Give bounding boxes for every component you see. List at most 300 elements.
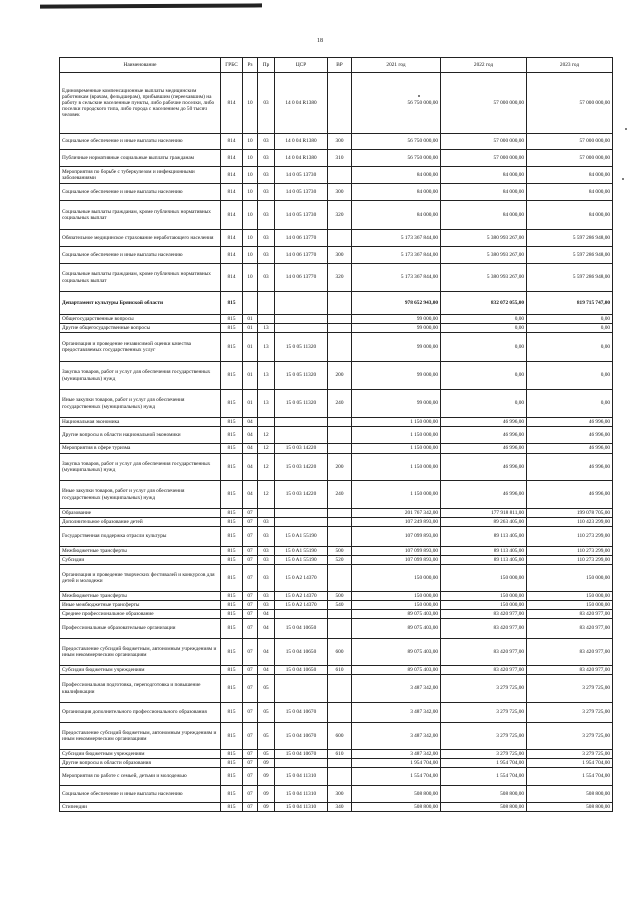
cell-name: Публичные нормативные социальные выплаты гражданам	[60, 150, 221, 167]
cell-pr: 03	[258, 134, 275, 150]
cell-vr: 300	[328, 184, 352, 201]
cell-2022: 46 996,00	[441, 427, 527, 444]
cell-2022: 89 113 405,00	[441, 527, 527, 547]
cell-2023: 0,00	[527, 362, 613, 390]
cell-vr	[328, 324, 352, 333]
cell-csr: 15 0 04 10670	[275, 723, 328, 750]
cell-2023: 150 000,00	[527, 565, 613, 592]
cell-2021: 84 000,00	[352, 167, 441, 184]
cell-2021: 3 487 342,00	[352, 675, 441, 703]
cell-rz: 07	[243, 639, 258, 666]
cell-pr: 03	[258, 527, 275, 547]
cell-2023: 0,00	[527, 390, 613, 418]
cell-vr: 300	[328, 786, 352, 803]
cell-2022: 46 996,00	[441, 418, 527, 427]
cell-rz: 01	[243, 315, 258, 324]
cell-2023: 57 000 000,00	[527, 73, 613, 134]
cell-2023: 3 279 725,00	[527, 723, 613, 750]
cell-rz: 07	[243, 610, 258, 619]
cell-rz: 07	[243, 703, 258, 723]
cell-name: Межбюджетные трансферты	[60, 592, 221, 601]
cell-rz: 07	[243, 592, 258, 601]
cell-name: Образование	[60, 509, 221, 518]
table-row	[60, 518, 613, 527]
cell-2023: 84 000,00	[527, 201, 613, 230]
cell-pr: 03	[258, 184, 275, 201]
cell-2021: 150 000,00	[352, 601, 441, 610]
table-row	[60, 444, 613, 454]
cell-2023: 84 000,00	[527, 184, 613, 201]
cell-pr: 03	[258, 201, 275, 230]
cell-name: Общегосударственные вопросы	[60, 315, 221, 324]
cell-2023: 3 279 725,00	[527, 675, 613, 703]
cell-name: Департамент культуры Брянской области	[60, 292, 221, 315]
cell-grbs: 814	[221, 264, 243, 292]
cell-2021: 978 652 943,00	[352, 292, 441, 315]
cell-rz: 04	[243, 418, 258, 427]
cell-csr: 15 0 A2 14370	[275, 592, 328, 601]
cell-rz: 07	[243, 601, 258, 610]
cell-grbs: 815	[221, 509, 243, 518]
budget-table	[59, 57, 613, 812]
budget-table-wrapper	[59, 57, 612, 812]
cell-vr: 200	[328, 454, 352, 481]
cell-2021: 99 000,00	[352, 390, 441, 418]
cell-pr: 03	[258, 601, 275, 610]
cell-2021: 99 000,00	[352, 315, 441, 324]
cell-rz: 10	[243, 230, 258, 247]
cell-csr: 15 0 04 10650	[275, 619, 328, 639]
cell-name: Национальная экономика	[60, 418, 221, 427]
cell-2021: 107 249 893,00	[352, 518, 441, 527]
cell-pr: 09	[258, 768, 275, 786]
cell-rz: 07	[243, 675, 258, 703]
cell-2022: 832 072 055,00	[441, 292, 527, 315]
cell-2021: 5 173 367 844,00	[352, 247, 441, 264]
cell-name: Социальные выплаты гражданам, кроме публичных нормативных социальных выплат	[60, 201, 221, 230]
cell-rz: 01	[243, 390, 258, 418]
cell-pr: 05	[258, 703, 275, 723]
cell-pr: 13	[258, 390, 275, 418]
cell-2021: 508 800,00	[352, 803, 441, 812]
cell-rz: 07	[243, 759, 258, 768]
table-row	[60, 167, 613, 184]
cell-2022: 84 000,00	[441, 201, 527, 230]
cell-2023: 83 420 977,00	[527, 610, 613, 619]
cell-grbs: 814	[221, 167, 243, 184]
cell-2023: 57 000 000,00	[527, 134, 613, 150]
cell-grbs: 815	[221, 803, 243, 812]
cell-name: Профессиональная подготовка, переподготовка и повышение квалификации	[60, 675, 221, 703]
cell-vr: 600	[328, 723, 352, 750]
cell-2023: 150 000,00	[527, 601, 613, 610]
cell-vr	[328, 527, 352, 547]
cell-vr: 200	[328, 362, 352, 390]
cell-csr: 15 0 A1 55190	[275, 527, 328, 547]
cell-csr: 15 0 04 10670	[275, 750, 328, 759]
cell-vr	[328, 703, 352, 723]
cell-2021: 3 487 342,00	[352, 723, 441, 750]
cell-grbs: 815	[221, 556, 243, 565]
cell-rz: 10	[243, 73, 258, 134]
scan-speck	[622, 178, 624, 180]
cell-grbs: 814	[221, 150, 243, 167]
cell-2023: 819 715 747,00	[527, 292, 613, 315]
cell-pr: 04	[258, 666, 275, 675]
cell-rz: 07	[243, 768, 258, 786]
cell-vr: 520	[328, 556, 352, 565]
cell-vr: 610	[328, 750, 352, 759]
cell-2023: 46 996,00	[527, 418, 613, 427]
cell-rz: 07	[243, 666, 258, 675]
cell-rz: 01	[243, 362, 258, 390]
cell-vr: 540	[328, 601, 352, 610]
table-row	[60, 547, 613, 556]
cell-2022: 177 918 811,00	[441, 509, 527, 518]
cell-2022: 57 000 000,00	[441, 134, 527, 150]
table-row	[60, 427, 613, 444]
table-row	[60, 324, 613, 333]
col-header-vr: ВР	[328, 58, 352, 73]
cell-name: Предоставление субсидий бюджетным, автономным учреждениям и иным некоммерческим организациям	[60, 639, 221, 666]
cell-name: Субсидии бюджетным учреждениям	[60, 750, 221, 759]
table-row	[60, 639, 613, 666]
cell-pr: 04	[258, 610, 275, 619]
cell-name: Среднее профессиональное образование	[60, 610, 221, 619]
col-header-name: Наименование	[60, 58, 221, 73]
cell-2023: 0,00	[527, 333, 613, 362]
cell-csr: 15 0 04 10650	[275, 666, 328, 675]
cell-csr	[275, 324, 328, 333]
cell-2023: 5 597 286 948,00	[527, 247, 613, 264]
cell-csr: 14 0 05 13730	[275, 167, 328, 184]
cell-rz: 04	[243, 481, 258, 509]
cell-csr: 14 0 05 13730	[275, 201, 328, 230]
cell-csr	[275, 759, 328, 768]
cell-pr: 04	[258, 639, 275, 666]
cell-vr	[328, 565, 352, 592]
cell-vr: 300	[328, 134, 352, 150]
cell-name: Единовременные компенсационные выплаты медицинским работникам (врачам, фельдшерам), прибывшим (переехавшим) на работу в сельские населенные пункты, либо рабочие поселки, либо поселки городского типа, либо города с населением до 50 тысяч человек	[60, 73, 221, 134]
cell-2022: 57 000 000,00	[441, 150, 527, 167]
cell-name: Мероприятия по работе с семьей, детьми и молодежью	[60, 768, 221, 786]
cell-2021: 99 000,00	[352, 333, 441, 362]
cell-grbs: 815	[221, 427, 243, 444]
cell-2021: 107 099 893,00	[352, 547, 441, 556]
cell-name: Социальное обеспечение и иные выплаты населению	[60, 247, 221, 264]
table-row	[60, 362, 613, 390]
cell-pr: 05	[258, 675, 275, 703]
cell-2023: 83 420 977,00	[527, 619, 613, 639]
cell-vr	[328, 333, 352, 362]
cell-2021: 107 099 893,00	[352, 556, 441, 565]
table-row	[60, 247, 613, 264]
table-row	[60, 264, 613, 292]
cell-2023: 508 800,00	[527, 803, 613, 812]
cell-2022: 84 000,00	[441, 184, 527, 201]
table-row	[60, 803, 613, 812]
cell-grbs: 815	[221, 675, 243, 703]
cell-2022: 0,00	[441, 333, 527, 362]
cell-2023: 1 554 704,00	[527, 768, 613, 786]
cell-pr: 13	[258, 362, 275, 390]
cell-name: Другие общегосударственные вопросы	[60, 324, 221, 333]
cell-2021: 508 800,00	[352, 786, 441, 803]
cell-grbs: 815	[221, 444, 243, 454]
cell-2022: 5 380 993 267,00	[441, 230, 527, 247]
cell-rz: 07	[243, 527, 258, 547]
cell-csr: 15 0 A2 14370	[275, 565, 328, 592]
table-row	[60, 481, 613, 509]
table-row	[60, 292, 613, 315]
cell-rz: 10	[243, 201, 258, 230]
cell-2023: 83 420 977,00	[527, 666, 613, 675]
cell-grbs: 815	[221, 362, 243, 390]
cell-vr	[328, 167, 352, 184]
cell-2023: 110 273 299,00	[527, 556, 613, 565]
cell-2023: 508 800,00	[527, 786, 613, 803]
cell-2022: 46 996,00	[441, 444, 527, 454]
cell-rz: 07	[243, 509, 258, 518]
cell-2022: 83 420 977,00	[441, 666, 527, 675]
col-header-2022: 2022 год	[441, 58, 527, 73]
cell-vr: 610	[328, 666, 352, 675]
cell-vr	[328, 73, 352, 134]
cell-csr	[275, 675, 328, 703]
cell-2021: 89 075 403,00	[352, 610, 441, 619]
cell-2021: 107 099 893,00	[352, 527, 441, 547]
cell-grbs: 815	[221, 518, 243, 527]
cell-vr: 240	[328, 390, 352, 418]
cell-2021: 1 150 000,00	[352, 444, 441, 454]
cell-grbs: 814	[221, 184, 243, 201]
table-row	[60, 703, 613, 723]
cell-grbs: 815	[221, 565, 243, 592]
table-row	[60, 390, 613, 418]
col-header-csr: ЦСР	[275, 58, 328, 73]
cell-pr	[258, 418, 275, 427]
cell-csr	[275, 315, 328, 324]
cell-rz: 10	[243, 184, 258, 201]
cell-2022: 83 420 977,00	[441, 639, 527, 666]
cell-grbs: 815	[221, 418, 243, 427]
cell-grbs: 815	[221, 723, 243, 750]
cell-vr	[328, 292, 352, 315]
cell-2021: 89 075 403,00	[352, 619, 441, 639]
cell-2023: 110 273 299,00	[527, 527, 613, 547]
col-header-grbs: ГРБС	[221, 58, 243, 73]
cell-vr	[328, 509, 352, 518]
cell-2021: 56 750 000,00	[352, 73, 441, 134]
cell-vr: 320	[328, 264, 352, 292]
cell-2023: 0,00	[527, 315, 613, 324]
cell-vr	[328, 444, 352, 454]
cell-vr: 340	[328, 803, 352, 812]
cell-rz: 07	[243, 803, 258, 812]
cell-name: Профессиональные образовательные организации	[60, 619, 221, 639]
cell-grbs: 814	[221, 201, 243, 230]
cell-name: Закупка товаров, работ и услуг для обеспечения государственных (муниципальных) нужд	[60, 362, 221, 390]
cell-2021: 150 000,00	[352, 565, 441, 592]
cell-rz: 04	[243, 444, 258, 454]
col-header-pr: Пр	[258, 58, 275, 73]
table-row	[60, 134, 613, 150]
cell-pr: 05	[258, 750, 275, 759]
page-number: 18	[317, 38, 323, 44]
table-row	[60, 619, 613, 639]
cell-csr: 15 0 04 11310	[275, 803, 328, 812]
cell-2023: 1 954 704,00	[527, 759, 613, 768]
cell-2022: 150 000,00	[441, 565, 527, 592]
cell-2021: 1 150 000,00	[352, 481, 441, 509]
cell-2023: 150 000,00	[527, 592, 613, 601]
cell-pr: 03	[258, 565, 275, 592]
cell-rz: 01	[243, 333, 258, 362]
table-row	[60, 675, 613, 703]
cell-csr: 15 0 03 14220	[275, 454, 328, 481]
table-row	[60, 184, 613, 201]
cell-grbs: 815	[221, 639, 243, 666]
cell-vr	[328, 518, 352, 527]
cell-csr	[275, 610, 328, 619]
col-header-2021: 2021 год	[352, 58, 441, 73]
cell-2022: 0,00	[441, 315, 527, 324]
cell-pr: 04	[258, 619, 275, 639]
cell-rz: 07	[243, 723, 258, 750]
cell-2021: 1 150 000,00	[352, 427, 441, 444]
cell-name: Субсидии	[60, 556, 221, 565]
cell-vr	[328, 315, 352, 324]
cell-2023: 46 996,00	[527, 454, 613, 481]
cell-grbs: 814	[221, 134, 243, 150]
cell-csr: 15 0 A1 55190	[275, 547, 328, 556]
cell-grbs: 815	[221, 333, 243, 362]
cell-2022: 0,00	[441, 362, 527, 390]
cell-pr	[258, 509, 275, 518]
cell-vr: 500	[328, 592, 352, 601]
cell-2022: 83 420 977,00	[441, 619, 527, 639]
cell-rz: 10	[243, 134, 258, 150]
scan-speck	[625, 128, 627, 130]
cell-grbs: 815	[221, 454, 243, 481]
cell-grbs: 815	[221, 750, 243, 759]
cell-pr: 03	[258, 547, 275, 556]
cell-csr: 15 0 05 11320	[275, 333, 328, 362]
cell-2022: 84 000,00	[441, 167, 527, 184]
cell-csr: 14 0 04 R1380	[275, 73, 328, 134]
cell-pr: 03	[258, 518, 275, 527]
cell-csr: 15 0 05 11320	[275, 362, 328, 390]
cell-2023: 5 597 286 948,00	[527, 264, 613, 292]
cell-pr	[258, 315, 275, 324]
cell-2021: 1 554 704,00	[352, 768, 441, 786]
cell-grbs: 815	[221, 292, 243, 315]
cell-csr	[275, 509, 328, 518]
cell-csr	[275, 427, 328, 444]
cell-2022: 3 279 725,00	[441, 675, 527, 703]
cell-pr: 09	[258, 803, 275, 812]
table-row	[60, 768, 613, 786]
cell-2021: 3 487 342,00	[352, 703, 441, 723]
cell-2023: 57 000 000,00	[527, 150, 613, 167]
cell-csr	[275, 518, 328, 527]
cell-2022: 0,00	[441, 324, 527, 333]
table-row	[60, 565, 613, 592]
cell-2022: 89 113 405,00	[441, 547, 527, 556]
table-row	[60, 509, 613, 518]
table-row	[60, 527, 613, 547]
cell-csr: 15 0 05 11320	[275, 390, 328, 418]
table-row	[60, 230, 613, 247]
table-row	[60, 315, 613, 324]
cell-2022: 508 800,00	[441, 786, 527, 803]
cell-name: Мероприятия в сфере туризма	[60, 444, 221, 454]
cell-rz: 04	[243, 454, 258, 481]
cell-rz: 04	[243, 427, 258, 444]
cell-csr: 15 0 04 11310	[275, 768, 328, 786]
cell-2023: 46 996,00	[527, 427, 613, 444]
cell-pr: 09	[258, 759, 275, 768]
cell-csr: 15 0 A2 14370	[275, 601, 328, 610]
table-row	[60, 610, 613, 619]
cell-vr	[328, 427, 352, 444]
cell-rz: 10	[243, 247, 258, 264]
cell-name: Государственная поддержка отрасли культуры	[60, 527, 221, 547]
cell-grbs: 815	[221, 592, 243, 601]
cell-2022: 89 263 405,00	[441, 518, 527, 527]
table-row	[60, 454, 613, 481]
cell-csr: 15 0 04 10650	[275, 639, 328, 666]
cell-grbs: 815	[221, 610, 243, 619]
cell-grbs: 814	[221, 247, 243, 264]
cell-grbs: 815	[221, 390, 243, 418]
cell-pr	[258, 292, 275, 315]
cell-rz: 07	[243, 518, 258, 527]
cell-vr	[328, 230, 352, 247]
table-row	[60, 150, 613, 167]
cell-grbs: 814	[221, 73, 243, 134]
scan-speck	[418, 95, 420, 97]
cell-name: Организация и проведение творческих фестивалей и конкурсов для детей и молодежи	[60, 565, 221, 592]
table-row	[60, 201, 613, 230]
cell-csr: 14 0 05 13730	[275, 184, 328, 201]
cell-2022: 89 113 405,00	[441, 556, 527, 565]
cell-vr	[328, 610, 352, 619]
cell-csr	[275, 418, 328, 427]
table-row	[60, 556, 613, 565]
cell-2022: 1 554 704,00	[441, 768, 527, 786]
table-header-row	[60, 58, 613, 73]
cell-vr: 500	[328, 547, 352, 556]
cell-csr: 15 0 03 14220	[275, 481, 328, 509]
cell-name: Иные закупки товаров, работ и услуг для обеспечения государственных (муниципальных) нужд	[60, 390, 221, 418]
cell-2021: 201 767 342,00	[352, 509, 441, 518]
cell-name: Социальное обеспечение и иные выплаты населению	[60, 786, 221, 803]
cell-2021: 5 173 367 844,00	[352, 230, 441, 247]
cell-rz: 07	[243, 547, 258, 556]
cell-pr: 09	[258, 786, 275, 803]
cell-2021: 5 173 367 844,00	[352, 264, 441, 292]
cell-rz: 07	[243, 619, 258, 639]
cell-pr: 12	[258, 444, 275, 454]
cell-name: Мероприятия по борьбе с туберкулезом и инфекционными заболеваниями	[60, 167, 221, 184]
cell-csr: 14 0 06 13770	[275, 264, 328, 292]
cell-2022: 83 420 977,00	[441, 610, 527, 619]
table-body	[60, 73, 613, 812]
cell-name: Закупка товаров, работ и услуг для обеспечения государственных (муниципальных) нужд	[60, 454, 221, 481]
cell-2022: 5 380 993 267,00	[441, 264, 527, 292]
cell-2021: 89 075 403,00	[352, 666, 441, 675]
